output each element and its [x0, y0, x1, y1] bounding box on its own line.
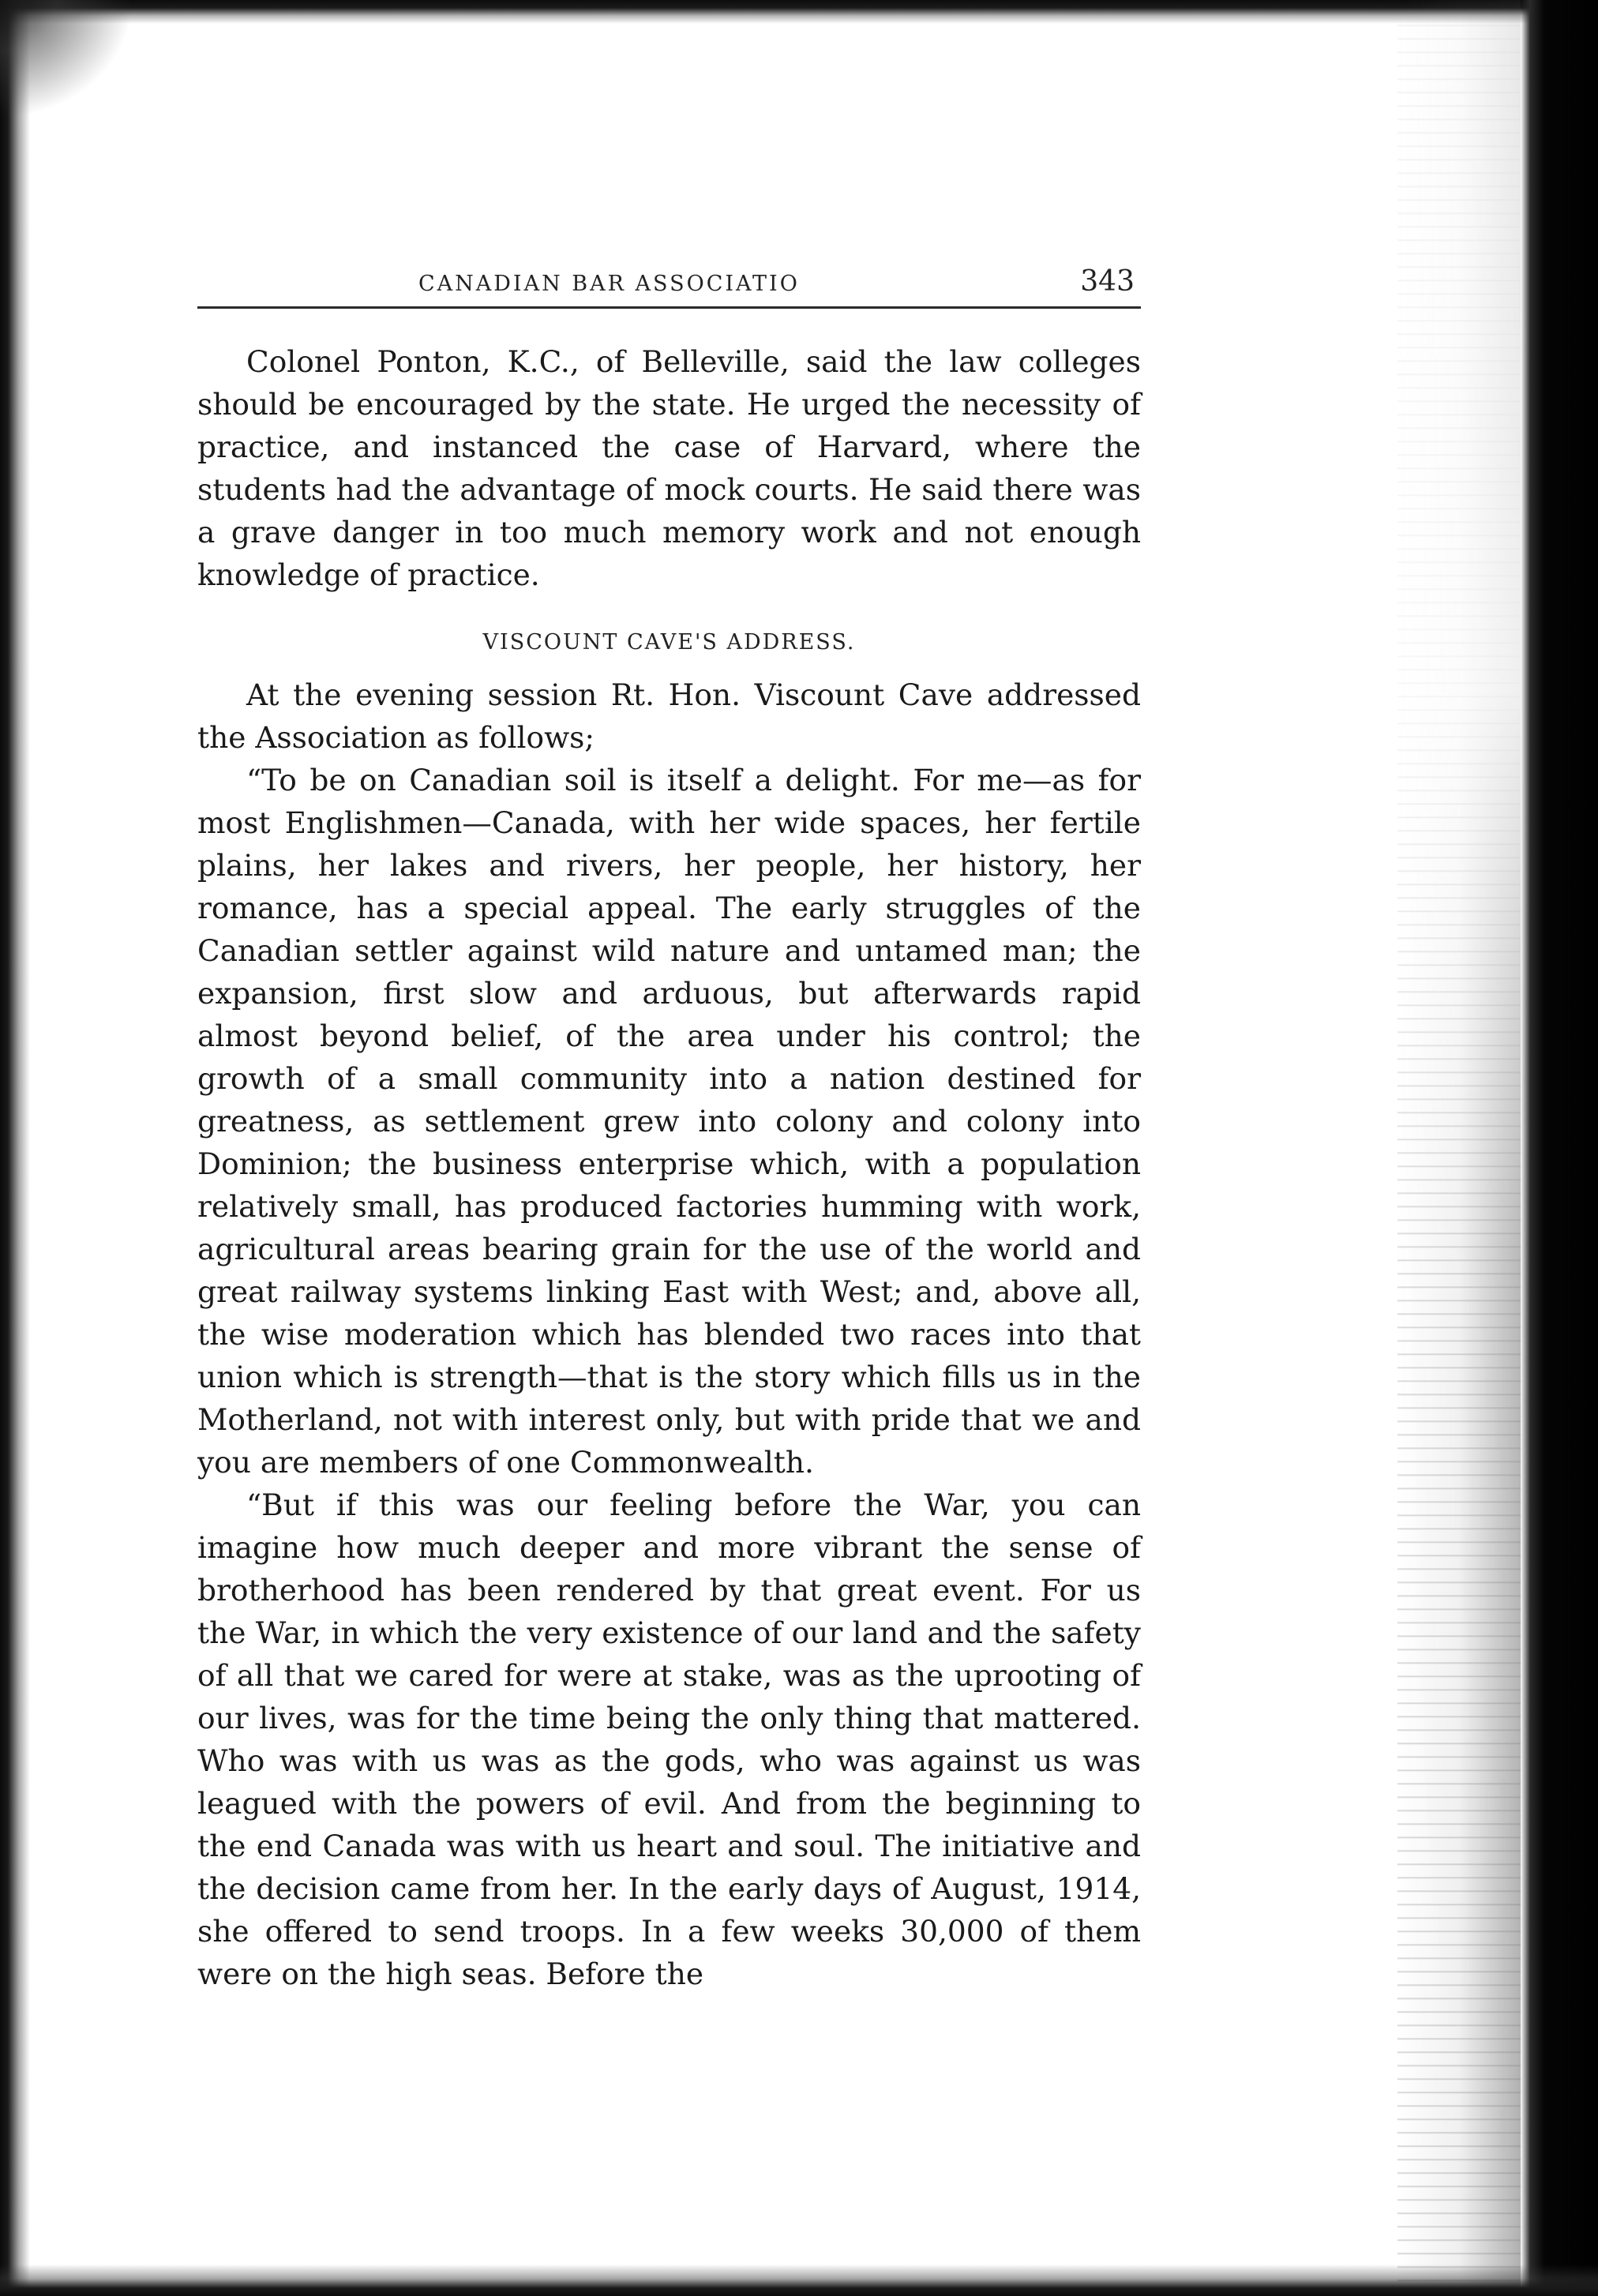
body-text [197, 340, 1141, 1995]
scan-right-speckle [1397, 0, 1521, 2296]
scan-edge-left [0, 0, 30, 2296]
paragraph-canadian-soil: “To be on Canadian soil is itself a delight. For me—as for most Englishmen—Canada, with her wide spaces, her fertile plains, her lakes and rivers, her people, her history, her romance, has a special appeal. The early struggles of the Canadian settler against wild nature and untamed man; the expansion, first slow and arduous, but afterwards rapid almost beyond belief, of the area under his control; the growth of a small community into a nation destined for greatness, as settlement grew into colony and colony into Dominion; the business enterprise which, with a population relatively small, has produced factories humming with work, agricultural areas bearing grain for the use of the world and great railway systems linking East with West; and, above all, the wise moderation which has blended two races into that union which is strength—that is the story which fills us in the Motherland, not with interest only, but with pride that we and you are members of one Commonwealth. [197, 763, 1141, 1480]
paragraph-ponton: Colonel Ponton, K.C., of Belleville, said the law colleges should be encouraged by the state. He urged the necessity of practice, and instanced the case of Harvard, where the students had the advantage of mock courts. He said there was a grave danger in too much memory work and not enough knowledge of practice. [197, 344, 1141, 592]
scan-edge-right [1521, 0, 1598, 2296]
page-number: 343 [1080, 265, 1135, 298]
paragraph-evening-session: At the evening session Rt. Hon. Viscount Cave addressed the Association as follows; [197, 677, 1141, 755]
running-title: CANADIAN BAR ASSOCIATIO [418, 272, 800, 296]
running-head [197, 261, 1141, 309]
scan-edge-top [0, 0, 1598, 24]
paragraph-before-the-war: “But if this was our feeling before the War, you can imagine how much deeper and more vibrant the sense of brotherhood has been rendered by that great event. For us the War, in which the very existence of our land and the safety of all that we cared for were at stake, was as the uprooting of our lives, was for the time being the only thing that mattered. Who was with us was as the gods, who was against us was leagued with the powers of evil. And from the beginning to the end Canada was with us heart and soul. The initiative and the decision came from her. In the early days of August, 1914, she offered to send troops. In a few weeks 30,000 of them were on the high seas. Before the [197, 1488, 1141, 1991]
scan-corner-shadow [0, 0, 134, 118]
book-page [197, 261, 1141, 1995]
scan-edge-bottom [0, 2264, 1598, 2296]
section-heading: VISCOUNT CAVE'S ADDRESS. [482, 630, 856, 655]
